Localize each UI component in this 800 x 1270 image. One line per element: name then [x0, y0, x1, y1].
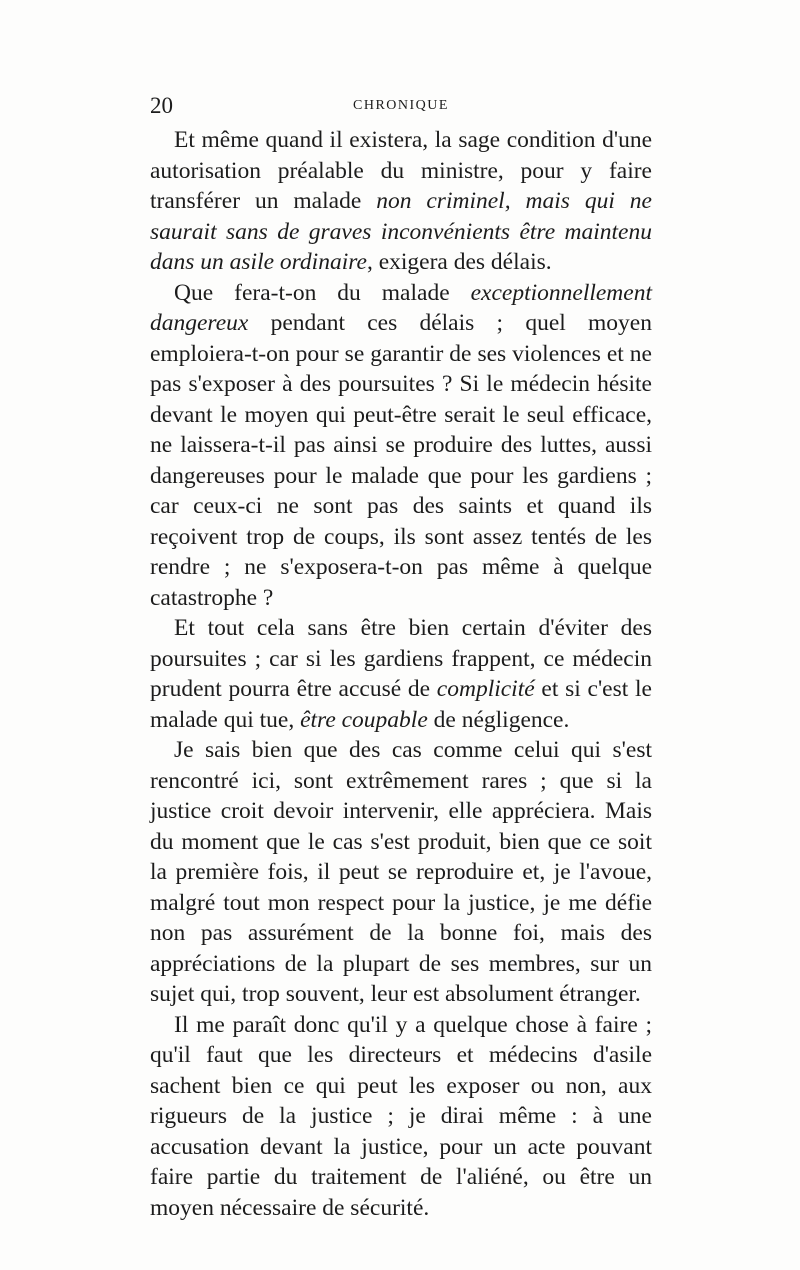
italic-text: exceptionnellement dangereux: [150, 279, 652, 336]
page-number: 20: [150, 93, 173, 118]
paragraph: [150, 278, 652, 614]
italic-text: non criminel, mais qui ne saurait sans de graves inconvénients être maintenu dans un asile ordinaire: [150, 188, 652, 275]
page-header: [150, 92, 652, 120]
body-text: [150, 125, 652, 1223]
text-segment: Et tout cela sans être bien certain d'éviter des poursuites ; car si les gardiens frappent, ce médecin prudent pourra être accusé de: [150, 615, 652, 702]
text-segment: , exigera des délais.: [366, 249, 552, 275]
italic-text: complicité: [436, 676, 535, 702]
text-segment: Que fera-t-on du malade: [174, 279, 471, 306]
text-segment: et si c'est le malade qui tue,: [150, 676, 652, 733]
text-segment: Il me paraît donc qu'il y a quelque chose à faire ; qu'il faut que les directeurs et médecins d'asile sachent bien ce qui peut les exposer ou non, aux rigueurs de la justice ; je dirai même : à une accusation devant la justice, pour un acte pouvant faire partie du traitement de l'aliéné, ou être un moyen nécessaire de sécurité.: [150, 1011, 652, 1221]
text-segment: pendant ces délais ; quel moyen emploiera-t-on pour se garantir de ses violences et ne pas s'exposer à des poursuites ? Si le médecin hésite devant le moyen qui peut-être serait le seul efficace, ne laissera-t-il pas ainsi se produire des luttes, aussi dangereuses pour le malade que pour les gardiens ; car ceux-ci ne sont pas des saints et quand ils reçoivent trop de coups, ils sont assez tentés de les rendre ; ne s'exposera-t-on pas même à quelque catastrophe ?: [150, 310, 652, 611]
italic-text: être coupable: [300, 706, 428, 733]
text-segment: Et même quand il existera, la sage condition d'une autorisation préalable du ministre, pour y faire transférer un malade: [150, 127, 652, 214]
paragraph: [150, 125, 652, 278]
running-title: CHRONIQUE: [353, 98, 449, 113]
text-segment: Je sais bien que des cas comme celui qui s'est rencontré ici, sont extrêmement rares ; que si la justice croit devoir intervenir, elle appréciera. Mais du moment que le cas s'est produit, bien que ce soit la première fois, il peut se reproduire et, je l'avoue, malgré tout mon respect pour la justice, je me défie non pas assurément de la bonne foi, mais des appréciations de la plupart de ses membres, sur un sujet qui, trop souvent, leur est absolument étranger.: [150, 737, 652, 1007]
paragraph: [150, 613, 652, 735]
paragraph: [150, 735, 652, 1010]
text-segment: de négligence.: [427, 706, 570, 733]
paragraph: [150, 1010, 652, 1224]
